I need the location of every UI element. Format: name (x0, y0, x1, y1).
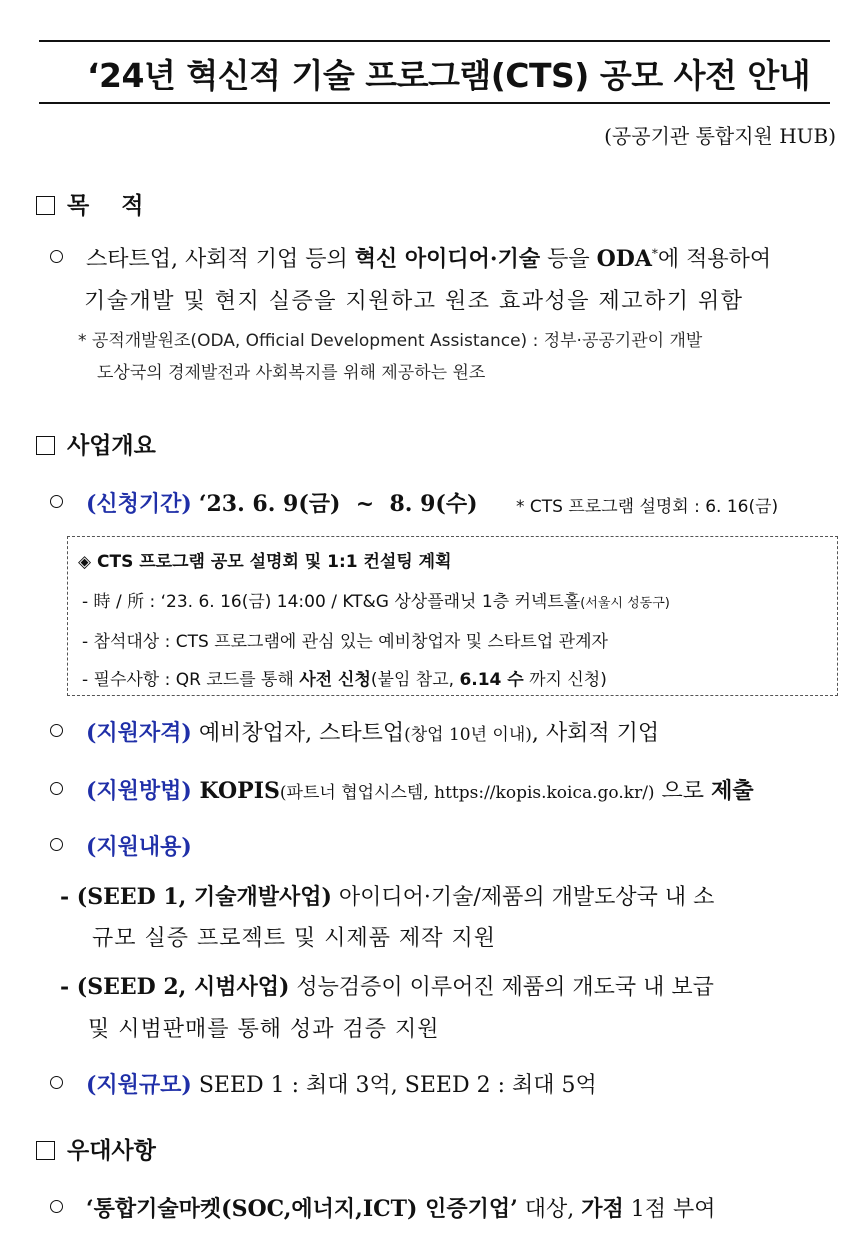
circle-bullet-icon (50, 838, 63, 851)
circle-bullet-icon (50, 250, 63, 263)
circle-bullet-icon (50, 1076, 63, 1089)
square-bullet-icon (36, 1141, 55, 1160)
circle-bullet-icon (50, 782, 63, 795)
oda-footnote-line2: 도상국의 경제발전과 사회복지를 위해 제공하는 원조 (97, 363, 486, 383)
circle-bullet-icon (50, 1200, 63, 1213)
eligibility-bullet: (지원자격) 예비창업자, 스타트업(창업 10년 이내), 사회적 기업 (50, 716, 659, 747)
briefing-box-line3: - 필수사항 : QR 코드를 통해 사전 신청(붙임 참고, 6.14 수 까지 신청) (82, 670, 607, 690)
seed1-item: - (SEED 1, 기술개발사업) 아이디어·기술/제품의 개발도상국 내 소 (60, 884, 715, 910)
purpose-bullet-line2: 기술개발 및 현지 실증을 지원하고 원조 효과성을 제고하기 위함 (84, 289, 744, 314)
section-heading-purpose: 목 적 (36, 187, 143, 220)
period-bullet: (신청기간) ‘23. 6. 9(금) ~ 8. 9(수) (50, 487, 478, 518)
circle-bullet-icon (50, 495, 63, 508)
source-label: (공공기관 통합지원 HUB) (604, 124, 836, 148)
scale-bullet: (지원규모) SEED 1 : 최대 3억, SEED 2 : 최대 5억 (50, 1068, 597, 1099)
square-bullet-icon (36, 196, 55, 215)
seed2-item: - (SEED 2, 시범사업) 성능검증이 이루어진 제품의 개도국 내 보급 (60, 974, 714, 1000)
seed2-item-line2: 및 시범판매를 통해 성과 검증 지원 (88, 1017, 440, 1042)
briefing-info-box (67, 536, 838, 696)
briefing-box-line2: - 참석대상 : CTS 프로그램에 관심 있는 예비창업자 및 스타트업 관계자 (82, 632, 608, 652)
content-bullet: (지원내용) (50, 830, 192, 861)
method-bullet: (지원방법) KOPIS(파트너 협업시스템, https://kopis.koica.go.kr/) 으로 제출 (50, 774, 754, 805)
seed1-item-line2: 규모 실증 프로젝트 및 시제품 제작 지원 (92, 926, 496, 951)
section-heading-preference: 우대사항 (36, 1132, 156, 1165)
square-bullet-icon (36, 436, 55, 455)
purpose-bullet: 스타트업, 사회적 기업 등의 혁신 아이디어·기술 등을 ODA*에 적용하여 (50, 242, 771, 273)
section-heading-overview: 사업개요 (36, 427, 156, 460)
briefing-box-line1: - 時 / 所 : ‘23. 6. 16(금) 14:00 / KT&G 상상플래닛 1층 커넥트홀(서울시 성동구) (82, 592, 670, 612)
circle-bullet-icon (50, 724, 63, 737)
title-banner (39, 40, 830, 104)
period-note: * CTS 프로그램 설명회 : 6. 16(금) (516, 497, 779, 517)
oda-footnote-line1: * 공적개발원조(ODA, Official Development Assistance) : 정부·공공기관이 개발 (78, 331, 703, 351)
page-title: ‘24년 혁신적 기술 프로그램(CTS) 공모 사전 안내 (87, 56, 811, 95)
briefing-box-title: ◈ CTS 프로그램 공모 설명회 및 1:1 컨설팅 계획 (78, 552, 452, 572)
preference-bullet: ‘통합기술마켓(SOC,에너지,ICT) 인증기업’ 대상, 가점 1점 부여 (50, 1192, 716, 1223)
